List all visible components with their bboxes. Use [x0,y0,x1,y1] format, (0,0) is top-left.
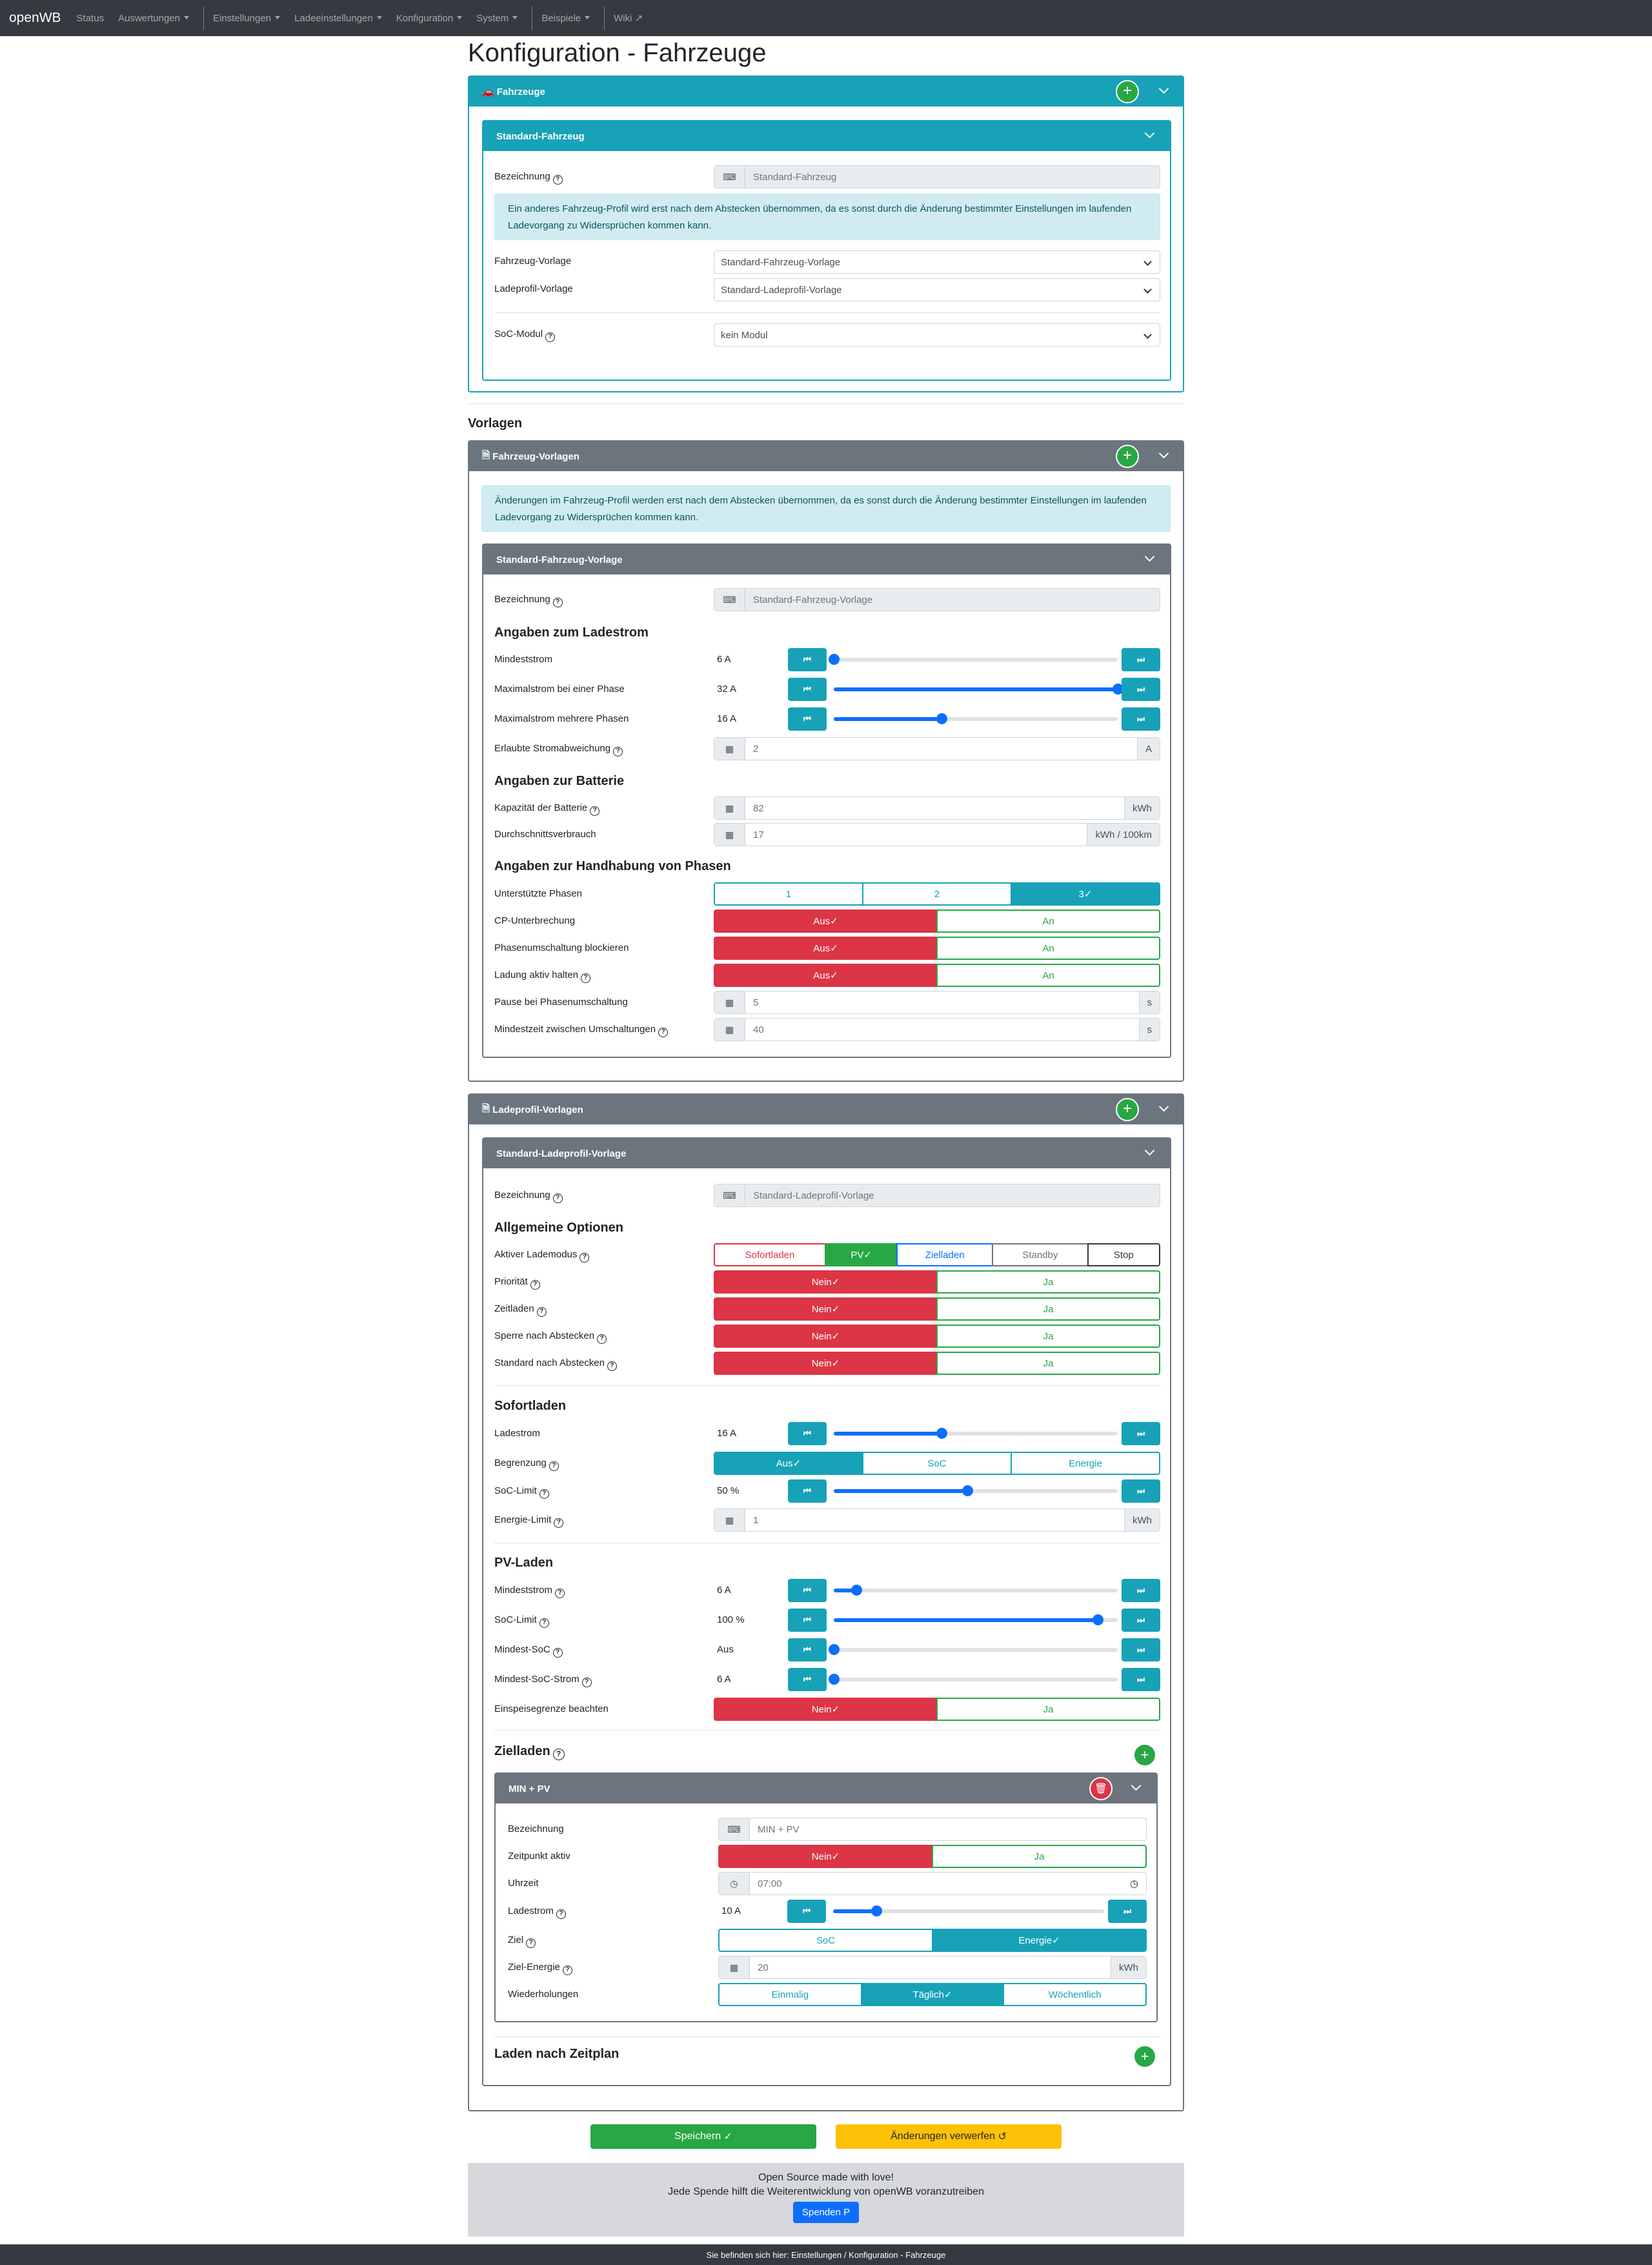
pv-min-soc-current-label: Mindest-SoC-Strom ? [494,1674,592,1687]
nav-system[interactable]: System [476,13,518,24]
min-switch-time-input[interactable]: ▦ 40 s [714,1018,1160,1041]
plan-title: MIN + PV [509,1783,550,1794]
zielladen-heading: Zielladen ? [494,1744,565,1760]
pv-soc-limit-slider[interactable] [834,1618,1118,1622]
vt-name-input[interactable]: ⌨ Standard-Fahrzeug-Vorlage [714,588,1160,611]
priority-toggle [714,1270,1160,1294]
pv-min-decrease-button[interactable]: ⏮ [788,1579,827,1602]
unit-label: kWh [1124,1509,1160,1531]
calculator-icon: ▦ [714,1019,745,1041]
paypal-icon: P [843,2207,851,2218]
plan-current-label: Ladestrom ? [508,1905,566,1919]
calculator-icon: ▦ [714,797,745,819]
pv-min-current-label: Mindeststrom ? [494,1585,565,1598]
pv-min-current-value: 6 A [717,1585,731,1596]
help-icon[interactable]: ? [554,1518,563,1528]
chevron-down-icon[interactable] [1145,130,1154,139]
plan-name-input[interactable]: ⌨ MIN + PV [718,1818,1147,1841]
plan-goal-label: Ziel ? [508,1935,536,1948]
goal-soc-button[interactable]: SoC [718,1929,933,1952]
divider [494,1385,1160,1386]
help-icon[interactable]: ? [530,1280,540,1290]
nav-konfiguration[interactable]: Konfiguration [396,13,462,24]
unit-label: s [1139,991,1160,1013]
divider [494,1730,1160,1731]
pv-min-soc-current-decrease-button[interactable]: ⏮ [788,1668,827,1691]
add-schedule-button[interactable]: + [1134,2046,1155,2067]
consumption-input[interactable]: ▦ 17 kWh / 100km [714,823,1160,846]
undo-icon: ↺ [998,2131,1007,2142]
brand-logo[interactable]: openWB [9,10,61,25]
yes-button[interactable]: Ja [936,1698,1160,1721]
priority-label: Priorität ? [494,1276,540,1290]
help-icon[interactable]: ? [526,1938,536,1948]
soc-limit-slider[interactable] [834,1489,1118,1493]
time-charging-toggle [714,1297,1160,1321]
chevron-down-icon[interactable] [1131,1782,1140,1791]
file-icon: 🗎 [482,1102,490,1114]
min-switch-time-label: Mindestzeit zwischen Umschaltungen ? [494,1024,668,1037]
nav-auswertungen[interactable]: Auswertungen [118,13,189,24]
keyboard-icon: ⌨ [714,1184,745,1206]
max-current-one-phase-value: 32 A [717,684,737,695]
lock-after-unplug-label: Sperre nach Abstecken ? [494,1330,607,1344]
plan-name-label: Bezeichnung [508,1823,564,1834]
help-icon[interactable]: ? [549,1461,559,1471]
charge-profile-templates-header[interactable] [469,1095,1183,1124]
rep-weekly-button[interactable]: Wöchentlich [1003,1983,1147,2006]
help-icon[interactable]: ? [553,175,563,185]
chevron-down-icon[interactable] [1145,1147,1154,1156]
pv-min-soc-slider[interactable] [834,1648,1118,1652]
clock-icon: ◷ [719,1873,750,1894]
vehicles-card-title: Fahrzeuge [496,86,545,97]
mode-pv-button[interactable]: PV ✓ [825,1243,898,1266]
limit-off-button[interactable]: Aus ✓ [714,1452,863,1475]
sofortladen-heading: Sofortladen [494,1399,567,1413]
help-icon[interactable]: ? [537,1307,547,1317]
divider [468,403,1184,404]
yes-button[interactable]: Ja [936,1270,1160,1294]
help-icon[interactable]: ? [658,1028,668,1037]
donate-button[interactable]: Spenden P [793,2202,859,2223]
limit-group [714,1452,1160,1475]
pv-min-soc-value: Aus [717,1644,734,1655]
pv-heading: PV-Laden [494,1556,554,1570]
plan-energy-input[interactable]: ▦ 20 kWh [718,1956,1147,1979]
phase-pause-input[interactable]: ▦ 5 s [714,991,1160,1014]
pv-soc-limit-value: 100 % [717,1614,745,1625]
footer-line-1: Open Source made with love! [758,2172,894,2183]
nav-einstellungen[interactable]: Einstellungen [213,13,280,24]
on-button[interactable]: An [936,937,1160,960]
lp-name-input[interactable]: ⌨ Standard-Ladeprofil-Vorlage [714,1184,1160,1207]
external-link-icon: ↗ [634,13,643,24]
donation-footer [468,2163,1184,2237]
vehicle-template-alert: Änderungen im Fahrzeug-Profil werden erst nach dem Abstecken übernommen, da es sonst durch die Änderung bestimmter Einstellungen im laufenden Ladevorgang zu Widersprüchen kommen kann. [481,485,1171,532]
save-button[interactable]: Speichern ✓ [590,2124,816,2149]
help-icon[interactable]: ? [553,598,563,607]
time-charging-label: Zeitladen ? [494,1303,547,1317]
plan-active-toggle [718,1845,1147,1868]
pv-min-current-slider[interactable] [834,1589,1118,1592]
no-button[interactable]: Nein ✓ [714,1352,938,1375]
maxn-increase-button[interactable]: ⏭ [1122,707,1160,731]
help-icon[interactable]: ? [607,1361,617,1371]
plan-time-input[interactable]: ◷ 07:00 ◷ [718,1872,1147,1895]
soc-module-label: SoC-Modul ? [494,329,555,342]
chevron-down-icon[interactable] [1159,450,1168,459]
plan-goal-group [718,1929,1147,1952]
deviation-label: Erlaubte Stromabweichung ? [494,743,623,757]
phase-pause-label: Pause bei Phasenumschaltung [494,997,628,1008]
help-icon[interactable]: ? [553,1648,563,1658]
max-current-multi-phase-label: Maximalstrom mehrere Phasen [494,713,629,724]
rep-once-button[interactable]: Einmalig [718,1983,862,2006]
off-button[interactable]: Aus ✓ [714,909,938,933]
calculator-icon: ▦ [714,1509,745,1531]
slider-handle[interactable] [829,1674,840,1685]
unit-label: s [1139,1019,1160,1041]
consumption-label: Durchschnittsverbrauch [494,829,596,840]
car-icon: 🚗 [482,86,494,97]
help-icon[interactable]: ? [582,1678,592,1687]
plan-current-slider[interactable] [833,1909,1104,1913]
energy-limit-input[interactable]: ▦ 1 kWh [714,1508,1160,1532]
soc-limit-label: SoC-Limit ? [494,1485,549,1499]
calculator-icon: ▦ [714,738,745,760]
profile-template-label: Ladeprofil-Vorlage [494,283,573,294]
max-current-multi-phase-slider[interactable] [834,717,1118,721]
pv-min-soc-label: Mindest-SoC ? [494,1644,563,1658]
no-button[interactable]: Nein ✓ [714,1270,938,1294]
feed-in-limit-label: Einspeisegrenze beachten [494,1703,609,1714]
phase-2-button[interactable]: 2 [862,882,1012,906]
file-icon: 🗎 [482,449,490,461]
phases-heading: Angaben zur Handhabung von Phasen [494,859,731,873]
vt-name-label: Bezeichnung ? [494,594,563,607]
goal-energy-button[interactable]: Energie ✓ [932,1929,1147,1952]
vehicle-info-alert: Ein anderes Fahrzeug-Profil wird erst nach dem Abstecken übernommen, da es sonst durch die Änderung bestimmter Einstellungen im laufenden Ladevorgang zu Widersprüchen kommen kann. [494,194,1160,240]
sofort-current-decrease-button[interactable]: ⏮ [788,1422,827,1445]
keyboard-icon: ⌨ [714,589,745,611]
plan-card-header[interactable] [496,1774,1156,1803]
help-icon[interactable]: ? [613,747,623,757]
help-icon[interactable]: ? [555,1589,565,1598]
capacity-input[interactable]: ▦ 82 kWh [714,797,1160,820]
divider [494,312,1160,313]
trash-icon[interactable]: 🗑 [1089,1777,1113,1800]
unit-label: A [1137,738,1160,760]
on-button[interactable]: An [936,909,1160,933]
yes-button[interactable]: Ja [932,1845,1147,1868]
pv-soc-limit-label: SoC-Limit ? [494,1614,549,1628]
add-vehicle-template-button[interactable]: + [1116,445,1139,468]
unit-label: kWh / 100km [1087,824,1160,846]
vehicle-templates-header[interactable] [469,442,1183,471]
block-phase-switch-label: Phasenumschaltung blockieren [494,942,629,953]
discard-button[interactable]: Änderungen verwerfen ↺ [836,2124,1062,2149]
energy-limit-label: Energie-Limit ? [494,1514,563,1528]
breadcrumb: Sie befinden sich hier: Einstellungen / Konfiguration - Fahrzeuge [0,2244,1652,2265]
plan-current-value: 10 A [721,1905,741,1916]
help-icon[interactable]: ? [563,1965,572,1975]
plan-current-increase-button[interactable]: ⏭ [1108,1900,1147,1923]
plan-time-label: Uhrzeit [508,1878,539,1889]
default-after-unplug-label: Standard nach Abstecken ? [494,1357,617,1371]
max-current-one-phase-label: Maximalstrom bei einer Phase [494,684,625,695]
no-button[interactable]: Nein ✓ [714,1698,938,1721]
pv-min-soc-current-value: 6 A [717,1674,731,1685]
pv-min-soc-current-slider[interactable] [834,1678,1118,1681]
min-current-increase-button[interactable]: ⏭ [1122,648,1160,671]
vehicle-template-select[interactable]: Standard-Fahrzeug-Vorlage [714,250,1160,274]
plan-active-label: Zeitpunkt aktiv [508,1851,570,1862]
yes-button[interactable]: Ja [936,1297,1160,1321]
pv-min-soc-current-increase-button[interactable]: ⏭ [1122,1668,1160,1691]
soc-module-select[interactable]: kein Modul [714,323,1160,347]
capacity-label: Kapazität der Batterie ? [494,802,599,816]
profile-template-select[interactable]: Standard-Ladeprofil-Vorlage [714,278,1160,301]
charge-mode-label: Aktiver Lademodus ? [494,1249,589,1263]
plan-repetitions-label: Wiederholungen [508,1989,579,2000]
sofort-current-slider[interactable] [834,1432,1118,1436]
mode-stop-button[interactable]: Stop [1087,1243,1160,1266]
no-button[interactable]: Nein ✓ [714,1297,938,1321]
schedule-heading: Laden nach Zeitplan [494,2047,620,2061]
nav-status[interactable]: Status [76,12,105,24]
calculator-icon: ▦ [719,1956,750,1978]
templates-heading: Vorlagen [468,416,523,431]
add-charge-profile-button[interactable]: + [1116,1098,1139,1121]
keep-charging-label: Ladung aktiv halten ? [494,970,590,983]
divider [494,2036,1160,2037]
vehicles-card-header[interactable] [469,77,1183,107]
pv-min-soc-increase-button[interactable]: ⏭ [1122,1638,1160,1661]
no-button[interactable]: Nein ✓ [714,1325,938,1348]
help-icon[interactable]: ? [553,1749,565,1760]
yes-button[interactable]: Ja [936,1325,1160,1348]
help-icon[interactable]: ? [597,1334,607,1344]
phase-3-button[interactable]: 3 ✓ [1011,882,1160,906]
min-current-slider[interactable] [834,658,1118,662]
cp-interrupt-toggle [714,909,1160,933]
limit-soc-button[interactable]: SoC [862,1452,1012,1475]
battery-heading: Angaben zur Batterie [494,774,625,788]
unit-label: kWh [1124,797,1160,819]
slider-handle[interactable] [829,654,840,665]
limit-energy-button[interactable]: Energie [1011,1452,1160,1475]
deviation-input[interactable]: ▦ 2 A [714,737,1160,760]
max1-decrease-button[interactable]: ⏮ [788,678,827,701]
pv-min-increase-button[interactable]: ⏭ [1122,1579,1160,1602]
vehicle-templates-title: Fahrzeug-Vorlagen [492,451,579,462]
block-phase-switch-toggle [714,937,1160,960]
rep-daily-button[interactable]: Täglich ✓ [861,1983,1005,2006]
cp-interrupt-label: CP-Unterbrechung [494,915,576,926]
sofort-current-increase-button[interactable]: ⏭ [1122,1422,1160,1445]
pv-soc-increase-button[interactable]: ⏭ [1122,1609,1160,1632]
max-current-one-phase-slider[interactable] [834,687,1118,691]
standard-vehicle-header[interactable] [483,121,1170,151]
calculator-icon: ▦ [714,824,745,846]
footer-line-2: Jede Spende hilft die Weiterentwicklung von openWB voranzutreiben [668,2186,984,2197]
standard-charge-profile-title: Standard-Ladeprofil-Vorlage [496,1148,627,1159]
plan-repetitions-group [718,1983,1147,2006]
default-after-unplug-toggle [714,1352,1160,1375]
nav-wiki[interactable]: Wiki ↗ [614,13,643,24]
maxn-decrease-button[interactable]: ⏮ [788,707,827,731]
calculator-icon: ▦ [714,991,745,1013]
add-target-plan-button[interactable]: + [1134,1745,1155,1765]
nav-divider [203,6,204,30]
supported-phases-group [714,882,1160,906]
keep-charging-toggle [714,964,1160,987]
feed-in-limit-toggle [714,1698,1160,1721]
help-icon[interactable]: ? [590,806,599,816]
min-current-decrease-button[interactable]: ⏮ [788,648,827,671]
keyboard-icon: ⌨ [714,166,745,188]
standard-vehicle-template-header[interactable] [483,545,1170,574]
vehicle-name-input[interactable]: ⌨ Standard-Fahrzeug [714,165,1160,188]
mode-sofortladen-button[interactable]: Sofortladen [714,1243,826,1266]
max-current-multi-phase-value: 16 A [717,713,737,724]
pv-soc-decrease-button[interactable]: ⏮ [788,1609,827,1632]
slider-handle[interactable] [962,1485,973,1496]
limit-label: Begrenzung ? [494,1458,559,1471]
help-icon[interactable]: ? [556,1909,566,1919]
chevron-down-icon[interactable] [1159,1103,1168,1112]
help-icon[interactable]: ? [581,973,590,983]
mode-standby-button[interactable]: Standby [992,1243,1089,1266]
standard-vehicle-template-title: Standard-Fahrzeug-Vorlage [496,554,623,565]
slider-handle[interactable] [829,1644,840,1655]
nav-ladeeinstellungen[interactable]: Ladeeinstellungen [294,13,382,24]
yes-button[interactable]: Ja [936,1352,1160,1375]
min-current-value: 6 A [717,654,731,665]
add-vehicle-button[interactable]: + [1116,80,1139,103]
charge-mode-group [714,1243,1160,1266]
pv-min-soc-decrease-button[interactable]: ⏮ [788,1638,827,1661]
on-button[interactable]: An [936,964,1160,987]
help-icon[interactable]: ? [579,1253,589,1263]
off-button[interactable]: Aus ✓ [714,937,938,960]
standard-vehicle-title: Standard-Fahrzeug [496,130,585,142]
plan-energy-label: Ziel-Energie ? [508,1962,572,1975]
standard-charge-profile-header[interactable] [483,1139,1170,1168]
sofort-current-value: 16 A [717,1428,737,1439]
sofort-current-label: Ladestrom [494,1428,540,1439]
nav-beispiele[interactable]: Beispiele [541,13,590,24]
mode-zielladen-button[interactable]: Zielladen [896,1243,993,1266]
keyboard-icon: ⌨ [719,1818,750,1840]
charge-current-heading: Angaben zum Ladestrom [494,625,649,640]
general-options-heading: Allgemeine Optionen [494,1221,624,1235]
nav-divider [604,6,605,30]
lock-after-unplug-toggle [714,1325,1160,1348]
off-button[interactable]: Aus ✓ [714,964,938,987]
page-title: Konfiguration - Fahrzeuge [468,39,767,67]
phase-1-button[interactable]: 1 [714,882,863,906]
unit-label: kWh [1111,1956,1146,1978]
vehicle-name-label: Bezeichnung ? [494,171,563,185]
help-icon[interactable]: ? [539,1489,549,1499]
help-icon[interactable]: ? [539,1618,549,1628]
soc-limit-increase-button[interactable]: ⏭ [1122,1479,1160,1503]
help-icon[interactable]: ? [545,332,555,342]
plan-current-decrease-button[interactable]: ⏮ [787,1900,826,1923]
clock-icon[interactable]: ◷ [1129,1878,1138,1889]
charge-profile-templates-title: Ladeprofil-Vorlagen [492,1104,583,1115]
top-navbar [0,0,1652,36]
soc-limit-value: 50 % [717,1485,740,1496]
chevron-down-icon[interactable] [1159,85,1168,94]
soc-limit-decrease-button[interactable]: ⏮ [788,1479,827,1503]
lp-name-label: Bezeichnung ? [494,1190,563,1203]
max1-increase-button[interactable]: ⏭ [1122,678,1160,701]
help-icon[interactable]: ? [553,1193,563,1203]
check-icon: ✓ [723,2131,732,2142]
chevron-down-icon[interactable] [1145,553,1154,562]
supported-phases-label: Unterstützte Phasen [494,888,582,899]
min-current-label: Mindeststrom [494,654,553,665]
vehicle-template-label: Fahrzeug-Vorlage [494,256,572,267]
no-button[interactable]: Nein ✓ [718,1845,933,1868]
